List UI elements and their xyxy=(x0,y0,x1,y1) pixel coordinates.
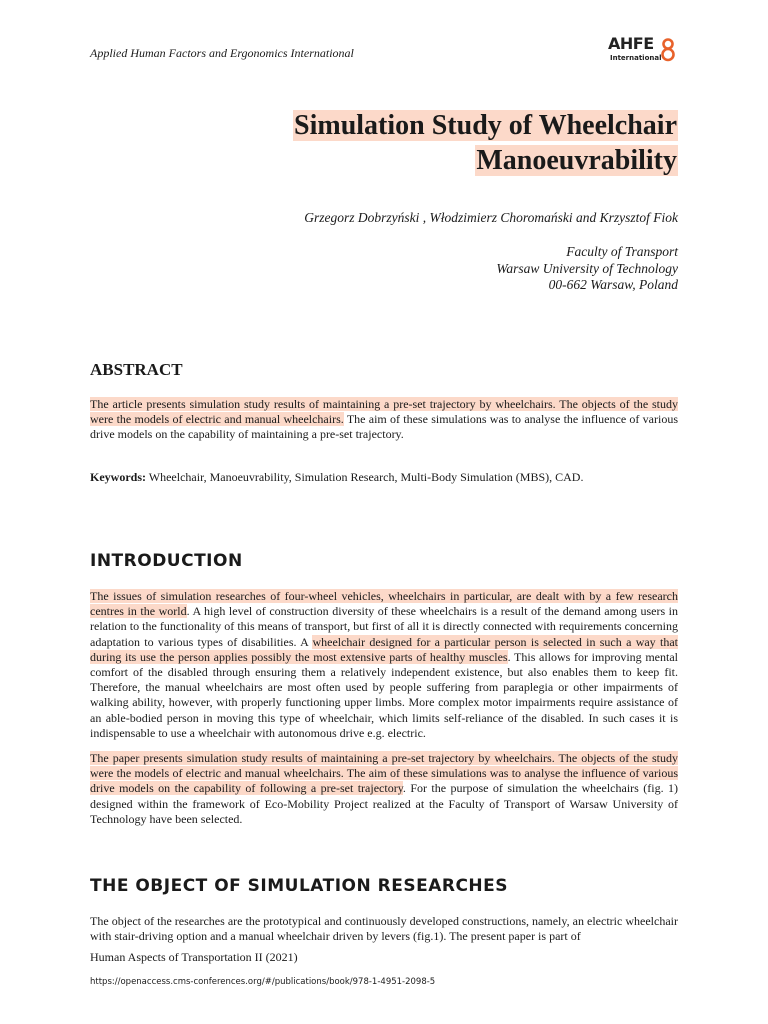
keywords-label: Keywords: xyxy=(90,470,146,484)
footer-book-title: Human Aspects of Transportation II (2021) xyxy=(90,950,298,964)
abstract-rest: The aim of these simulations was to analyse the influence of various drive models on the capability of maintaining a pre-set trajectory. xyxy=(90,412,678,442)
intro-p1-text-2: . This allows for improving mental comfort of the disabled through ensuring them a relatively independent existence, but also enables them to keep fit. Therefore, the manual wheelchairs are most often used by people suffering from paraplegia or other impairments of walking ability, however, with properly functioning upper limbs. More complex motor impairments require assistance of an able-bodied person in moving this type of wheelchair, which limits self-reliance of the disabled. In such cases it is indispensable to use a wheelchair with autonomous drive e.g. electric. xyxy=(90,649,678,740)
keywords xyxy=(90,470,678,485)
object-section-text: The object of the researches are the prototypical and continuously developed constructions, namely, an electric wheelchair with stair-driving option and a manual wheelchair driven by levers (fig.1). The present paper is part of xyxy=(90,914,678,944)
abstract-text xyxy=(90,397,678,443)
keywords-text: Wheelchair, Manoeuvrability, Simulation Research, Multi-Body Simulation (MBS), CAD. xyxy=(146,470,584,484)
intro-p1-highlight-1: The issues of simulation researches of four-wheel vehicles, wheelchairs in particular, are dealt with by a few research centres in the world xyxy=(90,589,678,619)
introduction-heading: INTRODUCTION xyxy=(90,551,243,571)
affiliation-university: Warsaw University of Technology xyxy=(496,260,678,276)
introduction-paragraph-2 xyxy=(90,751,678,827)
affiliation-faculty: Faculty of Transport xyxy=(566,244,678,259)
intro-p2-text: . For the purpose of simulation the wheelchairs (fig. 1) designed within the framework of Eco-Mobility Project realized at the Faculty of Transport of Warsaw University of Technology have been selected. xyxy=(90,781,678,826)
affiliation xyxy=(496,244,678,294)
logo-subtitle: International xyxy=(610,54,662,62)
footer-url-link[interactable]: https://openaccess.cms-conferences.org/#/publications/book/978-1-4951-2098-5 xyxy=(90,977,436,987)
affiliation-address: 00-662 Warsaw, Poland xyxy=(548,277,678,292)
logo-ring-icon xyxy=(660,38,676,62)
intro-p1-highlight-2: wheelchair designed for a particular person is selected in such a way that during its use the person applies possibly the most extensive parts of healthy muscles xyxy=(90,634,678,664)
introduction-paragraph-1 xyxy=(90,589,678,741)
paper-title xyxy=(198,108,678,178)
abstract-highlight: The article presents simulation study results of maintaining a pre-set trajectory by wheelchairs. The objects of the study were the models of electric and manual wheelchairs. xyxy=(90,397,678,427)
ahfe-logo xyxy=(608,34,680,68)
author-list: Grzegorz Dobrzyński , Włodzimierz Choromański and Krzysztof Fiok xyxy=(304,210,678,225)
object-section-heading: THE OBJECT OF SIMULATION RESEARCHES xyxy=(90,876,509,896)
logo-wordmark: AHFE xyxy=(608,34,654,53)
journal-name: Applied Human Factors and Ergonomics International xyxy=(90,46,354,60)
intro-p2-highlight: The paper presents simulation study results of maintaining a pre-set trajectory by wheelchairs. The objects of the study were the models of electric and manual wheelchairs. The aim of these simulations was to analyse the influence of various drive models on the capability of following a pre-set trajectory xyxy=(90,751,678,796)
title-line-2: Manoeuvrability xyxy=(476,145,677,176)
abstract-heading: ABSTRACT xyxy=(90,360,183,379)
title-line-1: Simulation Study of Wheelchair xyxy=(294,110,677,141)
intro-p1-text-1: . A high level of construction diversity of these wheelchairs is a result of the demand among users in relation to the functionality of this means of transport, but first of all it is directly connected with requirements concerning adaptation to various types of disabilities. A xyxy=(90,604,678,649)
